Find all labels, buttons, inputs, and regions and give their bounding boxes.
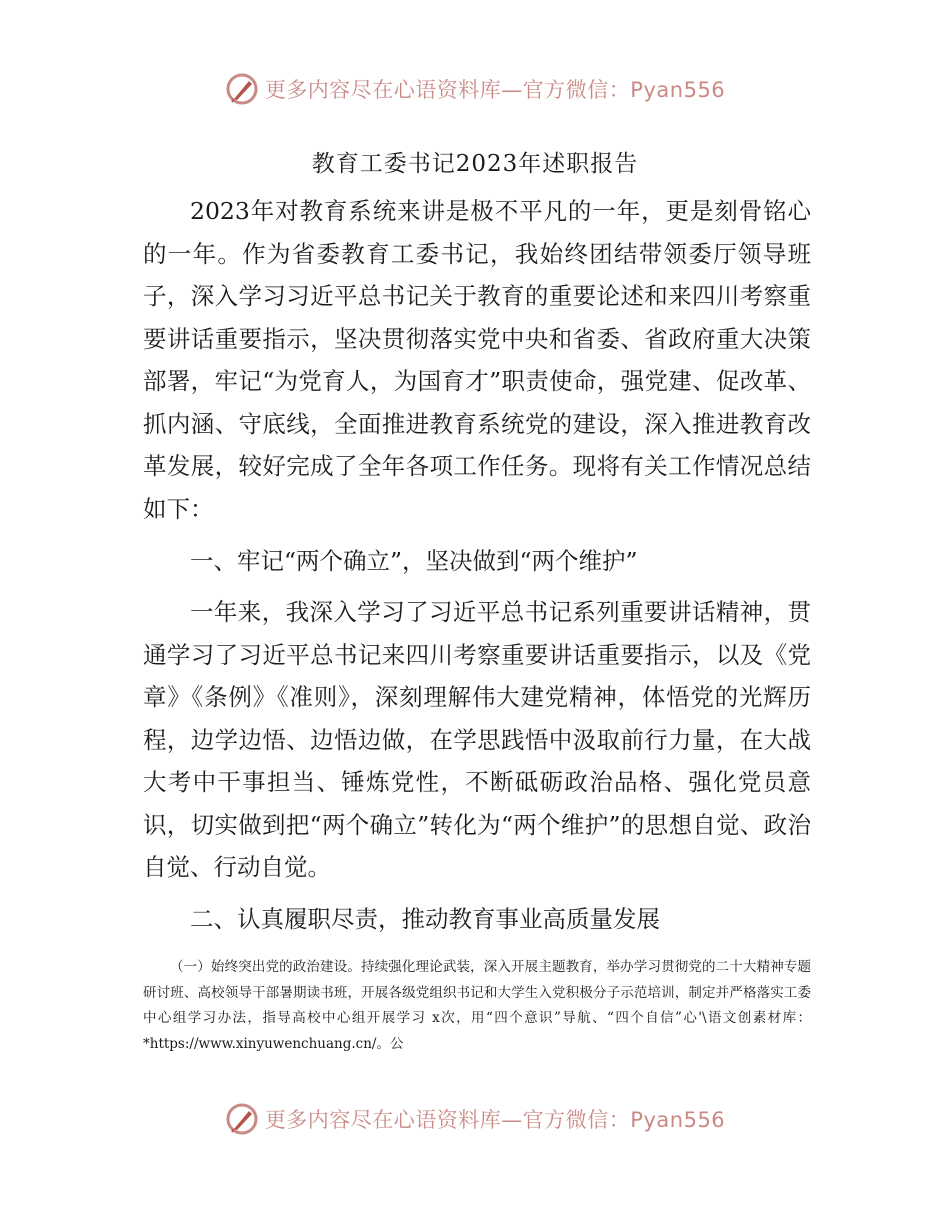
intro-paragraph: 2023年对教育系统来讲是极不平凡的一年，更是刻骨铭心的一年。作为省委教育工委书记，我始终团结带领委厅领导班子，深入学习习近平总书记关于教育的重要论述和来四川考察重要讲话重要指示，坚决贯彻落实党中央和省委、省政府重大决策部署，牢记“为党育人，为国育才”职责使命，强党建、促改革、抓内涵、守底线，全面推进教育系统党的建设，深入推进教育改革发展，较好完成了全年各项工作任务。现将有关工作情况总结如下： (143, 197, 811, 523)
section-two (143, 898, 811, 941)
subsection-paragraph: （一）始终突出党的政治建设。持续强化理论武装，深入开展主题教育，举办学习贯彻党的二十大精神专题研讨班、高校领导干部暑期读书班，开展各级党组织书记和大学生入党积极分子示范培训，制定并严格落实工委中心组学习办法，指导高校中心组开展学习 x次，用“四个意识”导航、“四个自信”心'\语文创素材库：*https://www.xinyuwenchuang.cn/。公 (143, 959, 811, 1052)
quill-pen-icon (225, 72, 259, 106)
header-watermark (0, 72, 950, 106)
subsection-text (143, 955, 811, 1057)
page-title: 教育工委书记2023年述职报告 (311, 151, 639, 177)
section-paragraph-1: 一年来，我深入学习了习近平总书记系列重要讲话精神，贯通学习了习近平总书记来四川考察重要讲话重要指示，以及《党章》《条例》《准则》，深刻理解伟大建党精神，体悟党的光辉历程，边学边悟、边悟边做，在学思践悟中汲取前行力量，在大战大考中干事担当、锤炼党性，不断砥砺政治品格、强化党员意识，切实做到把“两个确立”转化为“两个维护”的思想自觉、政治自觉、行动自觉。 (143, 598, 811, 881)
watermark-text-footer: 更多内容尽在心语资料库—官方微信：Pyan556 (264, 1108, 726, 1132)
footer-watermark (0, 1102, 950, 1136)
section-heading-1: 一、牢记“两个确立”，坚决做到“两个维护” (190, 547, 638, 575)
section-heading-2: 二、认真履职尽责，推动教育事业高质量发展 (190, 905, 660, 933)
section-one-body (143, 591, 811, 889)
quill-pen-icon (225, 1102, 259, 1136)
section-one (143, 540, 811, 583)
watermark-text: 更多内容尽在心语资料库—官方微信：Pyan556 (264, 78, 726, 102)
document-body (143, 190, 811, 530)
